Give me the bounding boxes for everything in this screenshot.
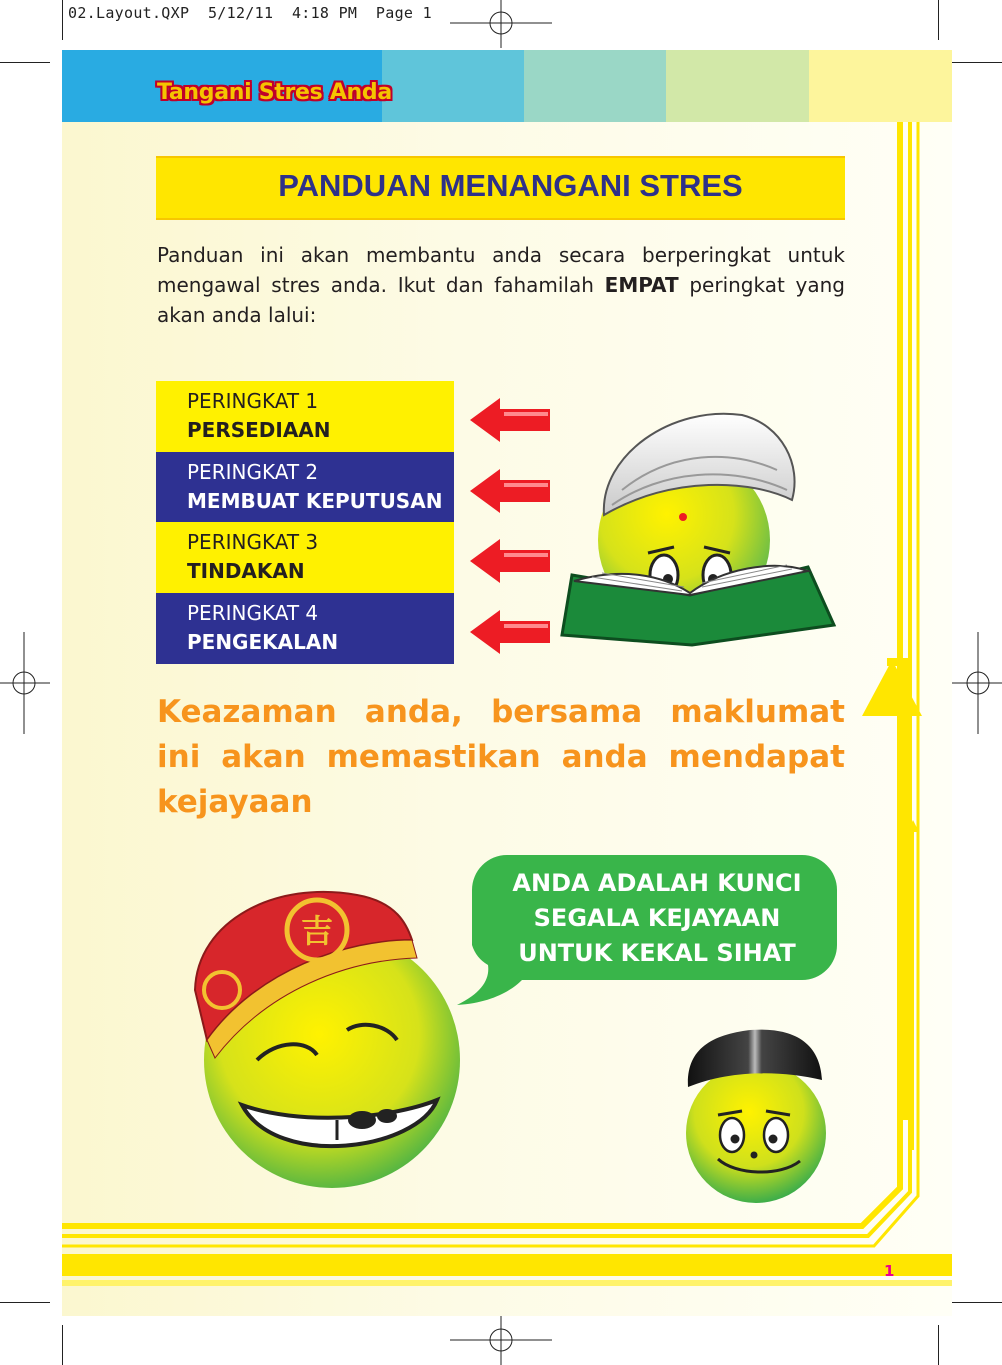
- level-name: TINDAKAN: [187, 559, 305, 583]
- level-box-4: [156, 593, 454, 664]
- registration-mark-right: [952, 632, 1002, 734]
- page-title: PANDUAN MENANGANI STRES: [278, 168, 743, 203]
- reading-mascot-icon: [552, 395, 842, 650]
- level-name: PENGEKALAN: [187, 630, 339, 654]
- registration-mark-top: [450, 0, 552, 48]
- level-number: PERINGKAT 4: [187, 601, 319, 625]
- level-number: PERINGKAT 1: [187, 389, 319, 413]
- svg-text:吉: 吉: [300, 912, 334, 950]
- arrow-left-icon: [470, 396, 550, 444]
- crop-mark: [0, 62, 50, 63]
- arrow-left-icon: [470, 537, 550, 585]
- crop-mark: [0, 1302, 50, 1303]
- speech-bubble-text: [492, 866, 822, 971]
- intro-text: Panduan ini akan membantu anda secara berperingkat untuk mengawal stres anda. Ikut dan fahamilah: [157, 243, 845, 297]
- intro-paragraph: [157, 240, 845, 330]
- level-box-1: [156, 381, 454, 452]
- intro-emphasis: EMPAT: [604, 273, 679, 297]
- level-number: PERINGKAT 3: [187, 530, 319, 554]
- registration-mark-bottom: [450, 1316, 552, 1365]
- songkok-mascot-icon: [680, 1025, 830, 1205]
- registration-mark-left: [0, 632, 50, 734]
- level-number: PERINGKAT 2: [187, 460, 319, 484]
- page: [62, 50, 952, 1316]
- speech-line: ANDA ADALAH KUNCI: [512, 869, 802, 897]
- crop-mark: [62, 0, 63, 40]
- crop-mark: [952, 62, 1002, 63]
- crop-mark: [62, 1325, 63, 1365]
- crop-mark: [938, 1325, 939, 1365]
- laughing-mascot-icon: [187, 880, 467, 1170]
- arrow-left-icon: [470, 608, 550, 656]
- printer-slug: 02.Layout.QXP 5/12/11 4:18 PM Page 1: [68, 4, 432, 22]
- brand-title: Tangani Stres Anda: [157, 80, 392, 105]
- motto-text: Keazaman anda, bersama maklumat ini akan memastikan anda mendapat kejayaan: [157, 694, 845, 820]
- level-box-2: [156, 452, 454, 523]
- level-name: MEMBUAT KEPUTUSAN: [187, 489, 443, 513]
- level-box-3: [156, 522, 454, 593]
- crop-mark: [952, 1302, 1002, 1303]
- speech-line: SEGALA KEJAYAAN: [533, 904, 781, 932]
- page-number: 1: [884, 1262, 895, 1280]
- speech-line: UNTUK KEKAL SIHAT: [518, 939, 796, 967]
- intro-text: peringkat yang akan anda lalui:: [157, 273, 845, 327]
- title-bar: [156, 156, 845, 220]
- level-name: PERSEDIAAN: [187, 418, 331, 442]
- arrow-left-icon: [470, 467, 550, 515]
- crop-mark: [938, 0, 939, 40]
